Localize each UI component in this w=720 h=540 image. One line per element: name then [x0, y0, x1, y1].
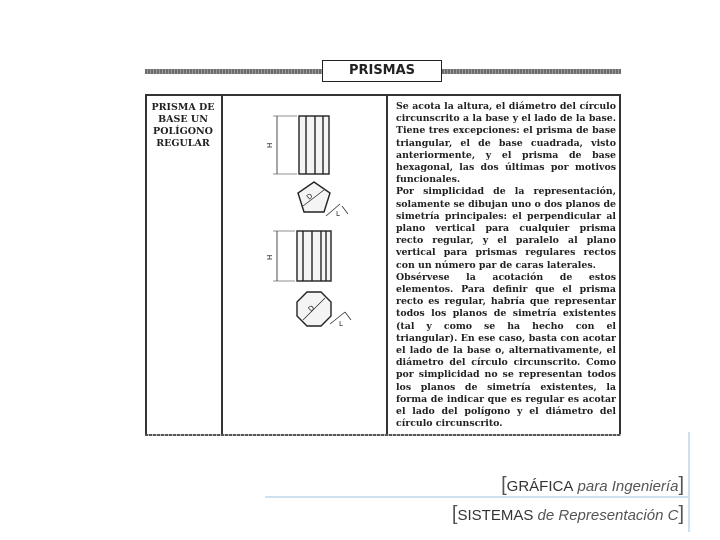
- paragraph: Por simplicidad de la representación, solamente se dibujan uno o dos planos de simetría principales: el perpendicular al plano vertical para cualquier prisma recto regular, y el paralelo al plano vertical para prismas regulares rectos con un número par de caras laterales.: [396, 186, 616, 271]
- footer-vertical-rule: [688, 432, 690, 532]
- footer-subject-title: [SISTEMAS de Representación C]: [451, 503, 684, 525]
- table-right-border: [619, 94, 621, 436]
- paragraph: Se acota la altura, el diámetro del círculo circunscrito a la base y el lado de la base. Tiene tres excepciones: el prisma de base triangular, el de base cuadrada, visto anteriormente, y el prisma de base hexagonal, las dos últimas por motivos funcionales.: [396, 101, 616, 186]
- footer-bold: GRÁFICA: [506, 478, 574, 495]
- dim-label-side: L: [339, 320, 343, 328]
- row-label-line: BASE UN: [158, 114, 208, 125]
- dim-label-diameter: D: [305, 191, 315, 202]
- row-label-line: PRISMA DE: [151, 102, 215, 113]
- pentagon-plan-top: [298, 182, 348, 216]
- description-text: [396, 101, 616, 430]
- row-label-line: REGULAR: [156, 138, 210, 149]
- table-divider-2: [386, 94, 388, 436]
- dim-label-side: L: [336, 210, 340, 218]
- footer-bold: SISTEMAS: [457, 507, 534, 524]
- paragraph: Obsérvese la acotación de estos elementos. Para definir que el prisma recto es regular, habría que representar todos los planos de simetría existentes (tal y como se ha hecho con el triangular). En ese caso, basta con acotar el lado de la base o, alternativamente, el diámetro del círculo circunscrito. Como por simplicidad no se representan todos los planos de simetría existentes, la forma de indicar que es regular es acotar el lado del polígono y el diámetro del círculo circunscrito.: [396, 271, 616, 430]
- footer-course-title: [GRÁFICA para Ingeniería]: [501, 474, 684, 496]
- row-label: [145, 102, 221, 150]
- dim-label-diameter: D: [306, 303, 317, 314]
- dim-label-height: H: [266, 142, 274, 148]
- prism-drawings: [223, 98, 383, 432]
- prism-elevation-top: [273, 116, 329, 174]
- content-table: [145, 94, 621, 438]
- section-title: PRISMAS: [322, 60, 442, 82]
- prism-elevation-bottom: [273, 231, 331, 281]
- dim-label-height: H: [266, 254, 274, 260]
- table-bottom-rule: [145, 434, 621, 436]
- footer-italic: de Representación C: [533, 507, 679, 524]
- footer-italic: para Ingeniería: [573, 478, 679, 495]
- table-top-rule: [145, 94, 621, 96]
- row-label-line: POLÍGONO: [153, 126, 213, 137]
